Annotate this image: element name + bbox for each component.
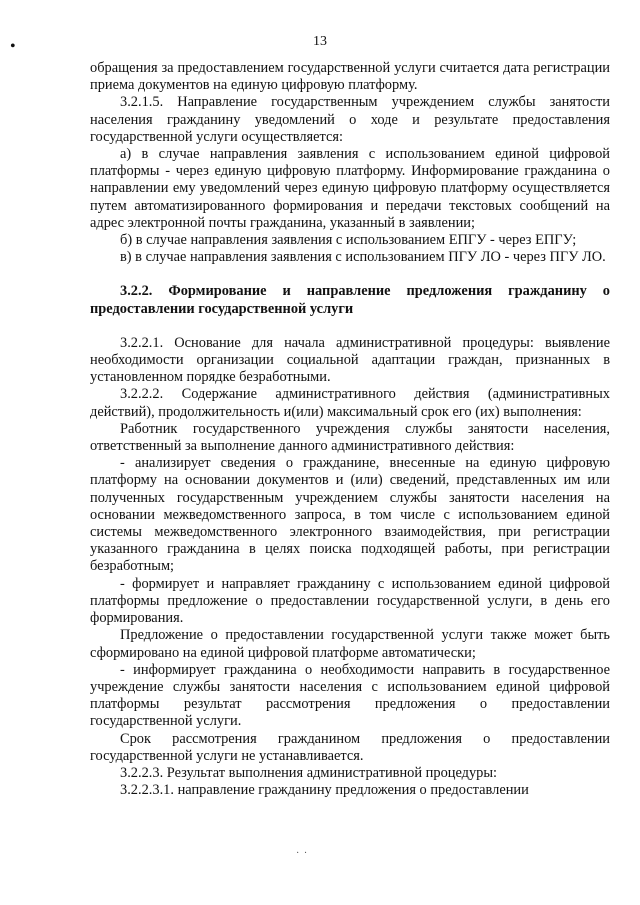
paragraph: 3.2.2.2. Содержание административного действия (административных действий), продолжительность и(или) максимальный срок его (их) выполнения: [90,386,610,420]
paragraph: Предложение о предоставлении государственной услуги также может быть сформировано на единой цифровой платформе автоматически; [90,627,610,661]
paragraph: 3.2.1.5. Направление государственным учреждением службы занятости населения гражданину уведомлений о ходе и результате предоставления государственной услуги осуществляется: [90,94,610,145]
footer-marks: · · [296,848,309,859]
margin-mark: • [10,38,16,55]
list-item: - информирует гражданина о необходимости направить в государственное учреждение службы занятости населения с использованием единой цифровой платформы результат рассмотрения предложения о предоставлении государственной услуги. [90,661,610,730]
list-item: б) в случае направления заявления с использованием ЕПГУ - через ЕПГУ; [120,232,577,249]
section-heading: 3.2.2. Формирование и направление предложения гражданину о предоставлении государственной услуги [90,283,610,317]
list-item: - формирует и направляет гражданину с использованием единой цифровой платформы предложение о предоставлении государственной услуги, в день его формирования. [90,575,610,627]
list-item: а) в случае направления заявления с использованием единой цифровой платформы - через единую цифровую платформу. Информирование гражданина о направлении ему уведомлений через единую цифровую платформу осуществляется путем автоматизированного формирования и передачи текстовых сообщений на адрес электронной почты гражданина, указанный в заявлении; [90,146,610,231]
page-number: 13 [313,34,327,49]
list-item: в) в случае направления заявления с использованием ПГУ ЛО - через ПГУ ЛО. [120,249,606,266]
paragraph: Работник государственного учреждения службы занятости населения, ответственный за выполнение данного административного действия: [90,420,610,455]
paragraph: обращения за предоставлением государственной услуги считается дата регистрации приема документов на единую цифровую платформу. [90,60,610,94]
paragraph: 3.2.2.3. Результат выполнения административной процедуры: [120,764,498,781]
paragraph: Срок рассмотрения гражданином предложения о предоставлении государственной услуги не устанавливается. [90,730,610,764]
body-text [90,60,610,799]
list-item: - анализирует сведения о гражданине, внесенные на единую цифровую платформу на основании документов и (или) сведений, представленных им или полученных государственным учреждением службы занятости населения на основании межведомственного запроса, в том числе с использованием единой системы межведомственного электронного взаимодействия, при регистрации указанного гражданина в целях поиска подходящей работы, при регистрации безработным; [90,455,610,575]
paragraph: 3.2.2.1. Основание для начала административной процедуры: выявление необходимости организации социальной адаптации граждан, признанных в установленном порядке безработными. [90,334,610,386]
paragraph: 3.2.2.3.1. направление гражданину предложения о предоставлении [120,782,529,799]
